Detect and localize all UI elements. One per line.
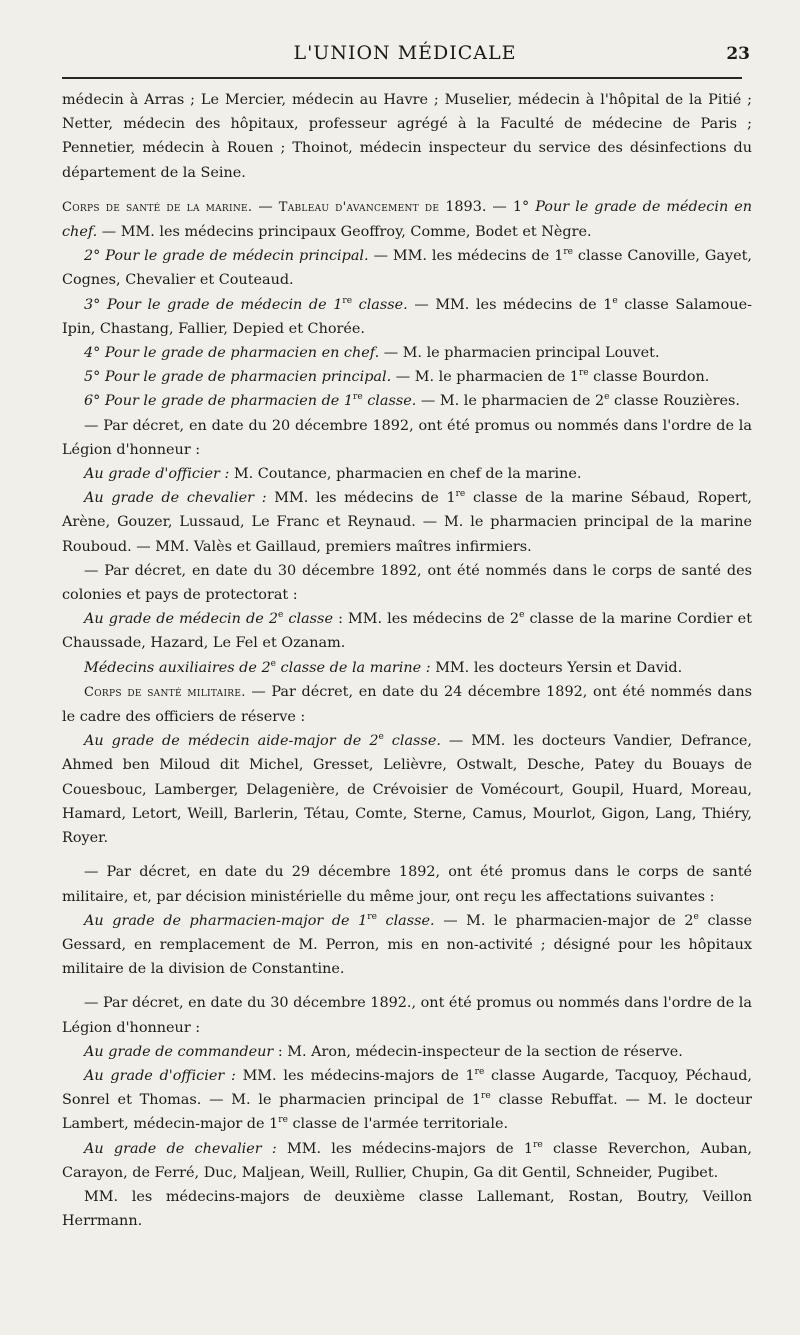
- paragraph: 2° Pour le grade de médecin principal. — MM. les médecins de 1re classe Canoville, Gayet, Cognes, Chevalier et Couteaud.: [62, 247, 752, 289]
- page-number: 23: [726, 44, 750, 64]
- paragraph: — Par décret, en date du 20 décembre 1892, ont été promus ou nommés dans l'ordre de la Légion d'honneur :: [62, 417, 752, 458]
- paragraph: 4° Pour le grade de pharmacien en chef. — M. le pharmacien principal Louvet.: [84, 345, 660, 362]
- paragraph: Médecins auxiliaires de 2e classe de la marine : MM. les docteurs Yersin et David.: [84, 658, 683, 676]
- paragraph: médecin à Arras ; Le Mercier, médecin au Havre ; Muselier, médecin à l'hôpital de la Pitié ; Netter, médecin des hôpitaux, professeur agrégé à la Faculté de médecine de Paris ; Pennetier, médecin à Rouen ; Thoinot, médecin inspecteur du service des désinfections du département de la Seine.: [62, 92, 752, 181]
- section-heading: Corps de santé militaire.: [84, 684, 246, 700]
- section-heading: Tableau d'avancement de: [278, 199, 440, 215]
- section-heading: Corps de santé de la marine.: [62, 199, 253, 215]
- header-rule: [62, 77, 742, 79]
- paragraph: — Par décret, en date du 30 décembre 1892, ont été nommés dans le corps de santé des colonies et pays de protectorat :: [62, 562, 752, 604]
- paragraph: MM. les médecins-majors de deuxième classe Lallemant, Rostan, Boutry, Veillon Herrmann.: [62, 1188, 752, 1230]
- page-body: [62, 88, 752, 1233]
- paragraph: Au grade d'officier : MM. les médecins-majors de 1re classe Augarde, Tacquoy, Péchaud, Sonrel et Thomas. — M. le pharmacien principal de 1re classe Rebuffat. — M. le docteur Lambert, médecin-major de 1re classe de l'armée territoriale.: [62, 1067, 752, 1133]
- paragraph: Corps de santé de la marine. — Tableau d'avancement de 1893. — 1° Pour le grade de médecin en chef. — MM. les médecins principaux Geoffroy, Comme, Bodet et Nègre.: [62, 198, 753, 241]
- paragraph: Au grade d'officier : M. Coutance, pharmacien en chef de la marine.: [84, 466, 582, 483]
- journal-title: L'UNION MÉDICALE: [293, 42, 517, 64]
- paragraph: Au grade de médecin de 2e classe : MM. les médecins de 2e classe de la marine Cordier et Chaussade, Hazard, Le Fel et Ozanam.: [62, 610, 752, 652]
- paragraph: Corps de santé militaire. — Par décret, en date du 24 décembre 1892, ont été nommés dans le cadre des officiers de réserve :: [62, 683, 753, 726]
- paragraph: Au grade de chevalier : MM. les médecins de 1re classe de la marine Sébaud, Ropert, Arène, Gouzer, Lussaud, Le Franc et Reynaud. — M. le pharmacien principal de la marine Rouboud. — MM. Valès et Gaillaud, premiers maîtres infirmiers.: [62, 489, 753, 555]
- paragraph: Au grade de médecin aide-major de 2e classe. — MM. les docteurs Vandier, Defrance, Ahmed ben Miloud dit Michel, Gresset, Lelièvre, Ostwalt, Desche, Patey du Bouays de Couesbouc, Lamberger, Delagenière, de Crévoisier de Vomécourt, Goupil, Huard, Moreau, Hamard, Letort, Weill, Barlerin, Tétau, Comte, Sterne, Camus, Mourlot, Gigon, Lang, Thiéry, Royer.: [62, 732, 752, 847]
- paragraph: Au grade de pharmacien-major de 1re classe. — M. le pharmacien-major de 2e classe Gessard, en remplacement de M. Perron, mis en non-activité ; désigné pour les hôpitaux militaire de la division de Constantine.: [62, 911, 752, 978]
- paragraph: Au grade de chevalier : MM. les médecins-majors de 1re classe Reverchon, Auban, Carayon, de Ferré, Duc, Maljean, Weill, Rullier, Chupin, Ga dit Gentil, Schneider, Pugibet.: [62, 1139, 752, 1181]
- page-header: [60, 42, 750, 72]
- paragraph: — Par décret, en date du 30 décembre 1892., ont été promus ou nommés dans l'ordre de la Légion d'honneur :: [62, 995, 752, 1036]
- paragraph: 5° Pour le grade de pharmacien principal. — M. le pharmacien de 1re classe Bourdon.: [84, 368, 710, 386]
- paragraph: — Par décret, en date du 29 décembre 1892, ont été promus dans le corps de santé militaire, et, par décision ministérielle du même jour, ont reçu les affectations suivantes :: [62, 864, 752, 905]
- paragraph: 6° Pour le grade de pharmacien de 1re classe. — M. le pharmacien de 2e classe Rouzières.: [84, 392, 740, 410]
- paragraph: 3° Pour le grade de médecin de 1re classe. — MM. les médecins de 1e classe Salamoue-Ipin, Chastang, Fallier, Depied et Chorée.: [62, 295, 752, 337]
- paragraph: Au grade de commandeur : M. Aron, médecin-inspecteur de la section de réserve.: [84, 1043, 683, 1060]
